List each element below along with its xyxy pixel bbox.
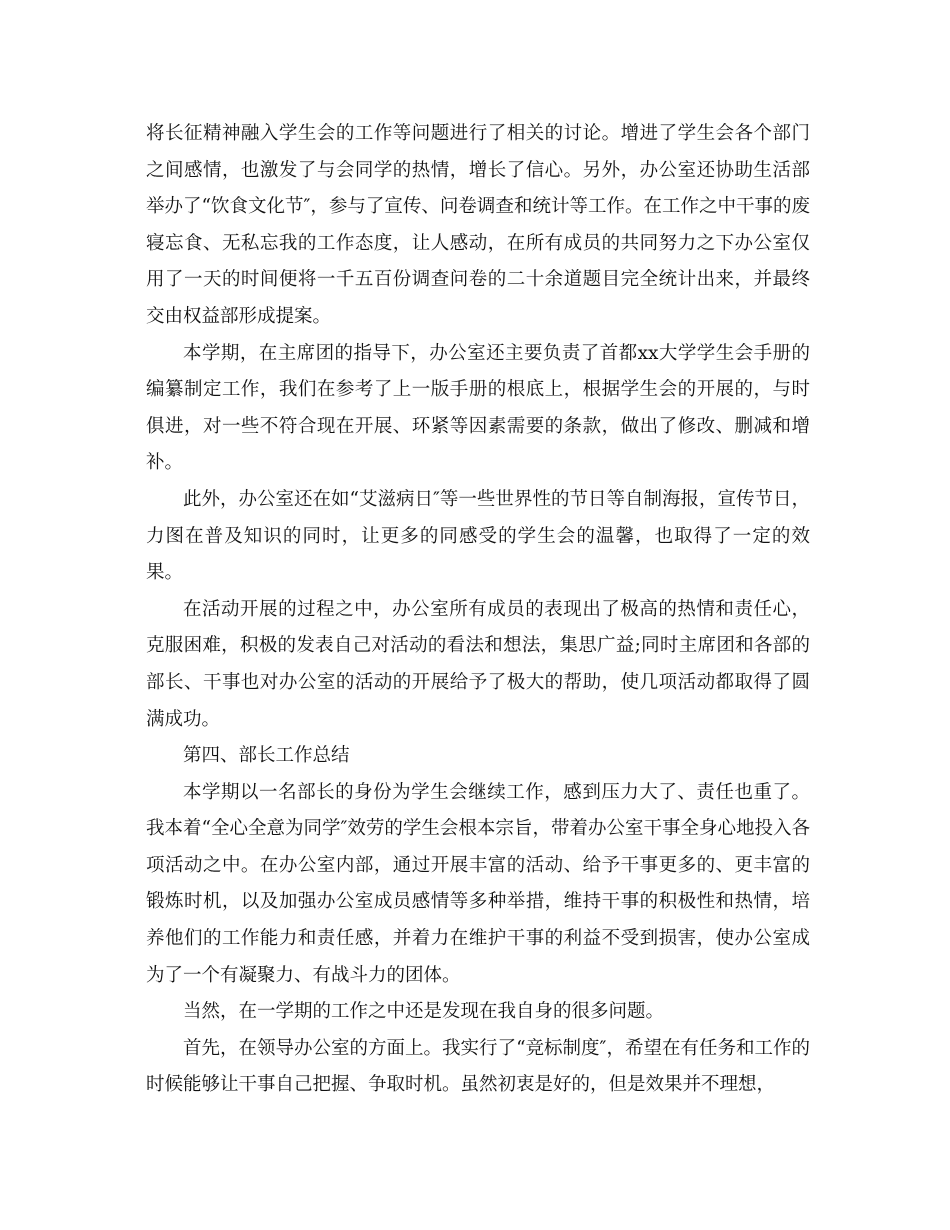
paragraph-posters: 此外，办公室还在如“艾滋病日″等一些世界性的节日等自制海报，宣传节日，力图在普及知识的同时，让更多的同感受的学生会的温馨，也取得了一定的效果。 (146, 488, 810, 584)
document-body (146, 116, 810, 1104)
paragraph-continuation: 将长征精神融入学生会的工作等问题进行了相关的讨论。增进了学生会各个部门之间感情，也激发了与会同学的热情，增长了信心。另外，办公室还协助生活部举办了“饮食文化节″，参与了宣传、问卷调查和统计等工作。在工作之中干事的废寝忘食、无私忘我的工作态度，让人感动，在所有成员的共同努力之下办公室仅用了一天的时间便将一千五百份调查问卷的二十余道题目完全统计出来，并最终交由权益部形成提案。 (146, 123, 810, 327)
paragraph-minister-summary: 本学期以一名部长的身份为学生会继续工作，感到压力大了、责任也重了。我本着“全心全意为同学″效劳的学生会根本宗旨，带着办公室干事全身心地投入各项活动之中。在办公室内部，通过开展丰富的活动、给予干事更多的、更丰富的锻炼时机，以及加强办公室成员感情等多种举措，维持干事的积极性和热情，培养他们的工作能力和责任感，并着力在维护干事的利益不受到损害，使办公室成为了一个有凝聚力、有战斗力的团体。 (146, 781, 810, 986)
paragraph-first-problem: 首先，在领导办公室的方面上。我实行了“竞标制度″，希望在有任务和工作的时候能够让干事自己把握、争取时机。虽然初衷是好的，但是效果并不理想， (146, 1037, 810, 1096)
section-heading: 第四、部长工作总结 (183, 745, 350, 767)
paragraph-handbook: 本学期，在主席团的指导下，办公室还主要负责了首都xx大学学生会手册的编纂制定工作，我们在参考了上一版手册的根底上，根据学生会的开展的，与时俱进，对一些不符合现在开展、环紧等因素需要的条款，做出了修改、删减和增补。 (146, 342, 810, 474)
paragraph-activities: 在活动开展的过程之中，办公室所有成员的表现出了极高的热情和责任心，克服困难，积极的发表自己对活动的看法和想法，集思广益;同时主席团和各部的部长、干事也对办公室的活动的开展给予了极大的帮助，使几项活动都取得了圆满成功。 (146, 598, 810, 730)
paragraph-problems: 当然，在一学期的工作之中还是发现在我自身的很多问题。 (183, 1001, 665, 1023)
